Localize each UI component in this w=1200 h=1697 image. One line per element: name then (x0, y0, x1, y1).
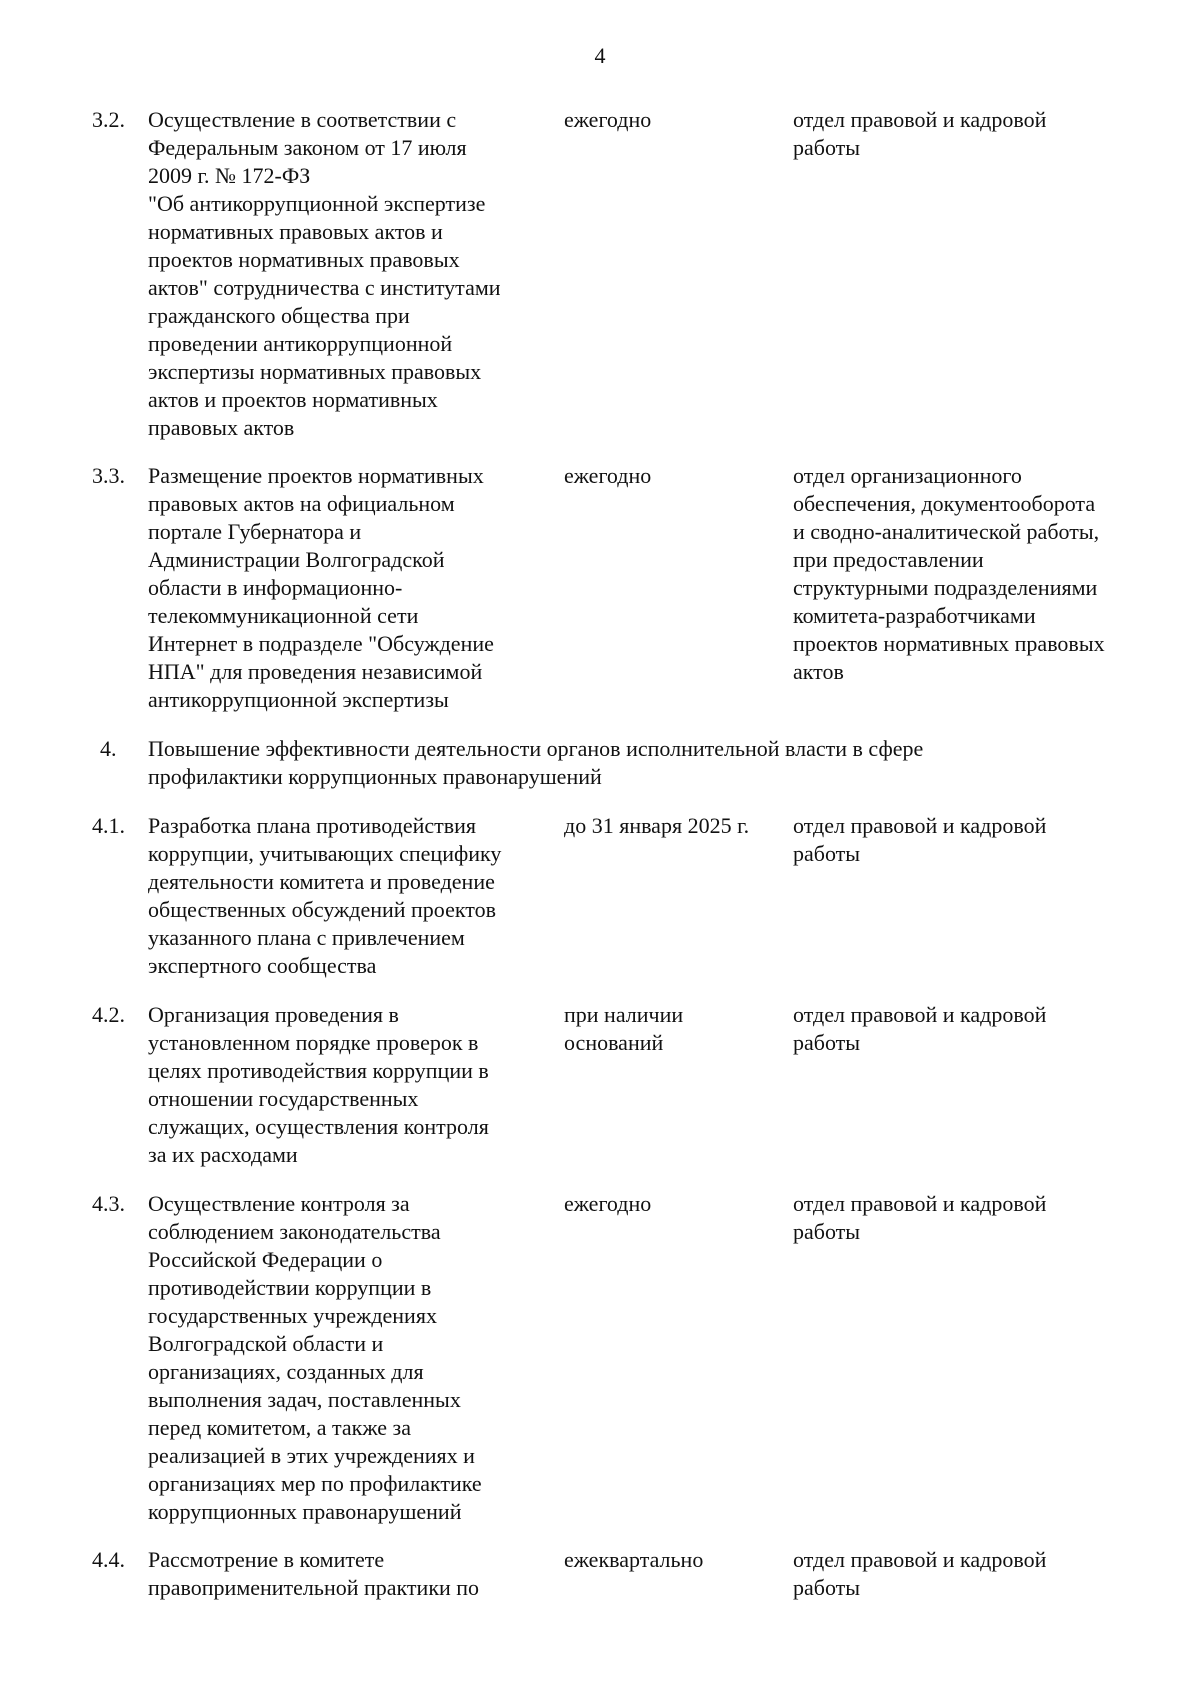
item-term: до 31 января 2025 г. (564, 813, 750, 838)
item-number: 3.2. (92, 107, 125, 132)
item-term: при наличии оснований (564, 1002, 684, 1055)
page-number: 4 (594, 43, 606, 68)
item-responsible: отдел правовой и кадровой работы (793, 1002, 1047, 1055)
item-responsible: отдел правовой и кадровой работы (793, 1191, 1047, 1244)
item-term: ежегодно (564, 1191, 652, 1216)
item-term: ежеквартально (564, 1547, 704, 1572)
item-responsible: отдел организационного обеспечения, документооборота и сводно-аналитической работы, при предоставлении структурными подразделениями комитета-разработчиками проектов нормативных правовых актов (793, 463, 1105, 684)
item-number: 4.4. (92, 1547, 125, 1572)
item-responsible: отдел правовой и кадровой работы (793, 813, 1047, 866)
item-term: ежегодно (564, 107, 652, 132)
section-number: 4. (100, 736, 117, 761)
item-description: Размещение проектов нормативных правовых актов на официальном портале Губернатора и Администрации Волгоградской области в информационно- телекоммуникационной сети Интернет в подразделе "Обсуждение НПА" для проведения независимой антикоррупционной экспертизы (148, 463, 494, 712)
item-term: ежегодно (564, 463, 652, 488)
item-responsible: отдел правовой и кадровой работы (793, 1547, 1047, 1600)
item-number: 4.1. (92, 813, 125, 838)
item-description: Осуществление в соответствии с Федеральным законом от 17 июля 2009 г. № 172-ФЗ "Об антикоррупционной экспертизе нормативных правовых актов и проектов нормативных правовых актов" сотрудничества с институтами гражданского общества при проведении антикоррупционной экспертизы нормативных правовых актов и проектов нормативных правовых актов (148, 107, 501, 440)
item-number: 3.3. (92, 463, 125, 488)
item-responsible: отдел правовой и кадровой работы (793, 107, 1047, 160)
item-number: 4.2. (92, 1002, 125, 1027)
section-title: Повышение эффективности деятельности органов исполнительной власти в сфере профилактики коррупционных правонарушений (148, 736, 924, 789)
item-description: Разработка плана противодействия коррупции, учитывающих специфику деятельности комитета и проведение общественных обсуждений проектов указанного плана с привлечением экспертного сообщества (148, 813, 502, 978)
item-description: Осуществление контроля за соблюдением законодательства Российской Федерации о противодействии коррупции в государственных учреждениях Волгоградской области и организациях, созданных для выполнения задач, поставленных перед комитетом, а также за реализацией в этих учреждениях и организациях мер по профилактике коррупционных правонарушений (148, 1191, 482, 1524)
item-description: Рассмотрение в комитете правоприменительной практики по (148, 1547, 480, 1600)
item-number: 4.3. (92, 1191, 125, 1216)
item-description: Организация проведения в установленном порядке проверок в целях противодействия коррупции в отношении государственных служащих, осуществления контроля за их расходами (148, 1002, 489, 1167)
